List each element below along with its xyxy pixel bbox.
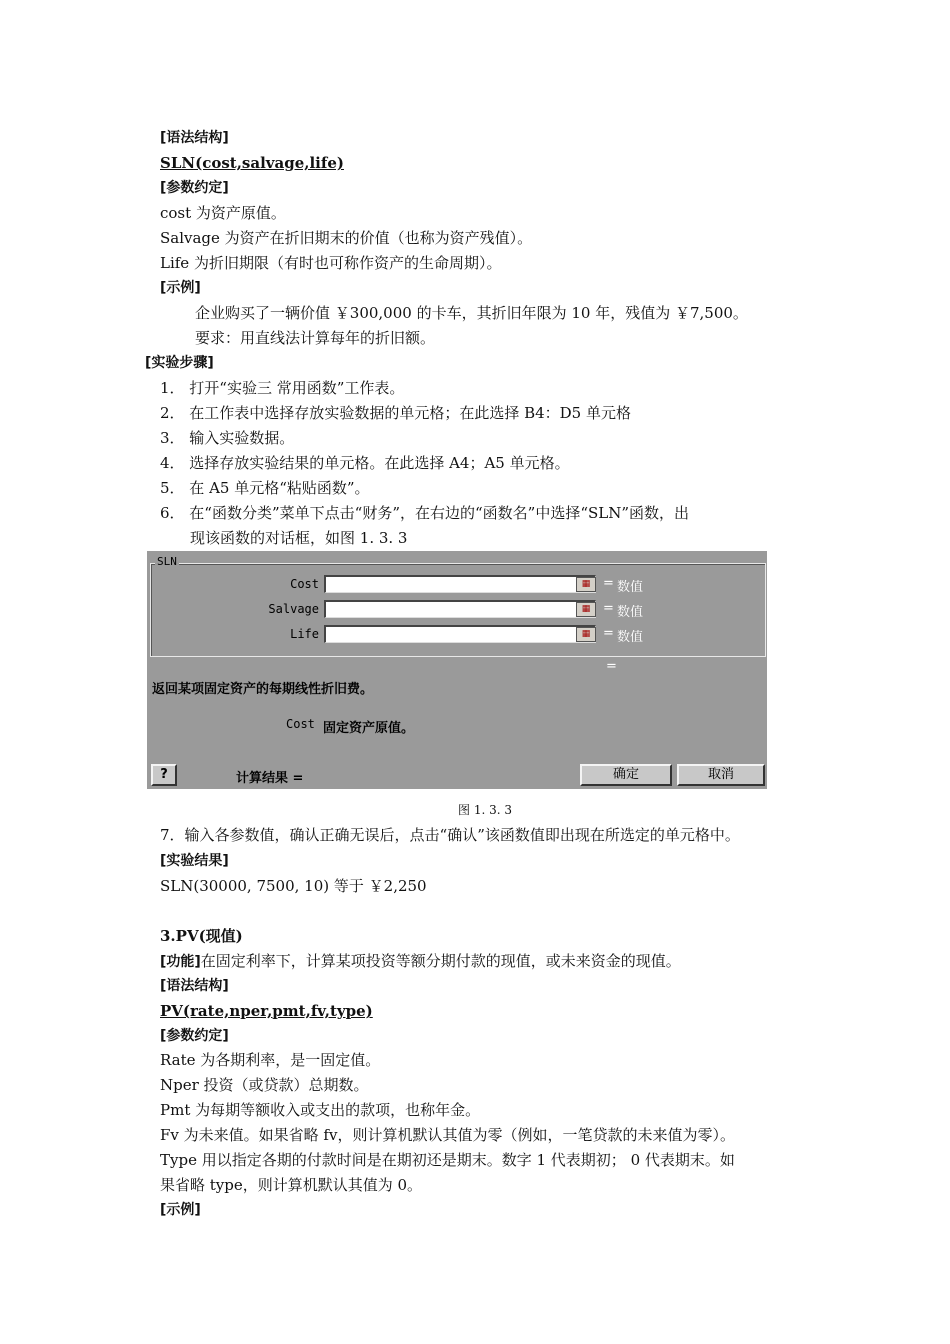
step-6-continued: 现该函数的对话框，如图 1. 3. 3 bbox=[190, 529, 408, 547]
help-icon: ? bbox=[160, 767, 168, 782]
function-text: 在固定利率下，计算某项投资等额分期付款的现值，或未来资金的现值。 bbox=[200, 952, 681, 970]
step-2: 2． 在工作表中选择存放实验数据的单元格；在此选择 B4：D5 单元格 bbox=[160, 404, 631, 422]
life-value: 数值 bbox=[617, 630, 644, 645]
pv-title: 3.PV(现值) bbox=[160, 927, 243, 945]
life-row bbox=[147, 624, 767, 646]
collapse-dialog-icon[interactable]: ▦ bbox=[576, 602, 596, 617]
life-equals: = bbox=[603, 626, 614, 641]
example-line-2: 要求：用直线法计算每年的折旧额。 bbox=[195, 329, 436, 347]
cancel-button[interactable]: 取消 bbox=[677, 764, 765, 786]
life-input[interactable] bbox=[324, 625, 596, 643]
salvage-input[interactable] bbox=[324, 600, 596, 618]
param-life: Life 为折旧期限（有时也可称作资产的生命周期）。 bbox=[160, 254, 502, 272]
cost-label: Cost bbox=[290, 577, 319, 591]
step-1: 1． 打开“实验三 常用函数”工作表。 bbox=[160, 379, 405, 397]
param-type-continued: 果省略 type，则计算机默认其值为 0。 bbox=[160, 1176, 423, 1194]
result-heading: [实验结果] bbox=[160, 853, 229, 869]
step-4: 4． 选择存放实验结果的单元格。在此选择 A4；A5 单元格。 bbox=[160, 454, 570, 472]
param-cost: cost 为资产原值。 bbox=[160, 204, 286, 222]
steps-heading: [实验步骤] bbox=[145, 355, 214, 371]
result-equals: = bbox=[606, 659, 617, 674]
cost-input[interactable] bbox=[324, 575, 596, 593]
sln-function-dialog bbox=[147, 551, 767, 789]
sln-syntax: SLN(cost,salvage,life) bbox=[160, 154, 344, 172]
params-heading: [参数约定] bbox=[160, 180, 229, 196]
ok-button[interactable]: 确定 bbox=[580, 764, 672, 786]
cost-value: 数值 bbox=[617, 580, 644, 595]
param-rate: Rate 为各期利率，是一固定值。 bbox=[160, 1051, 381, 1069]
step-5: 5． 在 A5 单元格“粘贴函数”。 bbox=[160, 479, 370, 497]
collapse-dialog-icon[interactable]: ▦ bbox=[576, 577, 596, 592]
salvage-label: Salvage bbox=[268, 602, 319, 616]
life-label: Life bbox=[290, 627, 319, 641]
salvage-value: 数值 bbox=[617, 605, 644, 620]
param-fv: Fv 为未来值。如果省略 fv，则计算机默认其值为零（例如，一笔贷款的未来值为零）。 bbox=[160, 1126, 735, 1144]
calc-result: 计算结果 = bbox=[236, 771, 304, 786]
function-description: 返回某项固定资产的每期线性折旧费。 bbox=[152, 682, 374, 697]
step-3: 3． 输入实验数据。 bbox=[160, 429, 295, 447]
param-description: 固定资产原值。 bbox=[323, 721, 415, 736]
param-pmt: Pmt 为每期等额收入或支出的款项，也称年金。 bbox=[160, 1101, 481, 1119]
param-name: Cost bbox=[286, 717, 315, 731]
pv-params-heading: [参数约定] bbox=[160, 1028, 229, 1044]
collapse-dialog-icon[interactable]: ▦ bbox=[576, 627, 596, 642]
salvage-row bbox=[147, 599, 767, 621]
figure-caption: 图 1. 3. 3 bbox=[458, 803, 512, 817]
example-heading: [示例] bbox=[160, 280, 201, 296]
result-text: SLN(30000, 7500, 10) 等于 ￥2,250 bbox=[160, 877, 427, 895]
param-salvage: Salvage 为资产在折旧期末的价值（也称为资产残值）。 bbox=[160, 229, 533, 247]
syntax-heading: [语法结构] bbox=[160, 130, 229, 146]
function-heading: [功能] bbox=[160, 954, 201, 970]
group-title: SLN bbox=[157, 555, 177, 568]
param-nper: Nper 投资（或贷款）总期数。 bbox=[160, 1076, 369, 1094]
step-7: 7．输入各参数值，确认正确无误后，点击“确认”该函数值即出现在所选定的单元格中。 bbox=[160, 826, 740, 844]
pv-syntax: PV(rate,nper,pmt,fv,type) bbox=[160, 1002, 373, 1020]
step-6: 6． 在“函数分类”菜单下点击“财务”，在右边的“函数名”中选择“SLN”函数，出 bbox=[160, 504, 690, 522]
help-button[interactable] bbox=[151, 764, 177, 786]
example-line-1: 企业购买了一辆价值 ￥300,000 的卡车，其折旧年限为 10 年，残值为 ￥7,500。 bbox=[195, 304, 748, 322]
cost-row bbox=[147, 574, 767, 596]
pv-syntax-heading: [语法结构] bbox=[160, 978, 229, 994]
function-line bbox=[160, 951, 681, 972]
salvage-equals: = bbox=[603, 601, 614, 616]
param-type: Type 用以指定各期的付款时间是在期初还是期末。数字 1 代表期初； 0 代表期末。如 bbox=[160, 1151, 735, 1169]
pv-example-heading: [示例] bbox=[160, 1202, 201, 1218]
cost-equals: = bbox=[603, 576, 614, 591]
